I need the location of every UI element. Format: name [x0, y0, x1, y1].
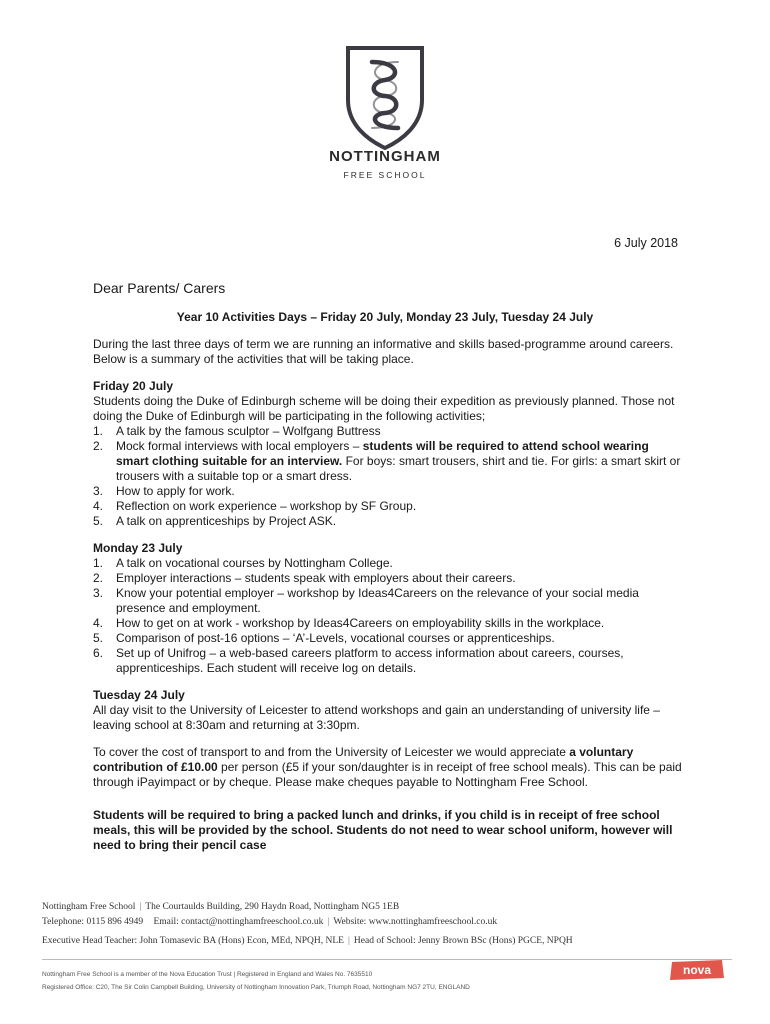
- footer-staff-line: Executive Head Teacher: John Tomasevic BA (Hons) Econ, MEd, NPQH, NLE | Head of School: Jenny Brown BSc (Hons) PGCE, NPQH: [42, 936, 573, 946]
- footer-website[interactable]: Website: www.nottinghamfreeschool.co.uk: [333, 917, 498, 927]
- footer-school-name: Nottingham Free School: [42, 902, 136, 912]
- list-number: 1.: [93, 556, 104, 570]
- list-item: [93, 499, 683, 514]
- list-number: 4.: [93, 616, 104, 630]
- tuesday-title: Tuesday 24 July: [93, 688, 185, 702]
- list-number: 3.: [93, 484, 104, 498]
- list-number: 5.: [93, 514, 104, 528]
- list-item-text: How to get on at work - workshop by Ideas4Careers on employability skills in the workplace.: [116, 616, 605, 630]
- list-item-text: A talk on vocational courses by Nottingham College.: [116, 556, 393, 570]
- friday-text: Students doing the Duke of Edinburgh scheme will be doing their expedition as previously planned. Those not doing the Duke of Edinburgh will be participating in the following activities;: [93, 394, 675, 423]
- letter-heading: Year 10 Activities Days – Friday 20 July, Monday 23 July, Tuesday 24 July: [176, 310, 594, 324]
- list-item-text: Comparison of post-16 options – ‘A’-Levels, vocational courses or apprenticeships.: [116, 631, 555, 645]
- list-item: [93, 616, 683, 631]
- intro-paragraph: During the last three days of term we are running an informative and skills based-programme around careers. Below is a summary of the activities that will be taking place.: [93, 337, 674, 366]
- list-item-text: Mock formal interviews with local employers –: [116, 439, 363, 453]
- letter-footer: [42, 900, 732, 994]
- monday-activities-list: [93, 556, 683, 676]
- cost-text: per person (£5 if your son/daughter is in receipt of free school meals). This can be paid through iPayimpact or by cheque. Please make cheques payable to Nottingham Free School.: [93, 760, 682, 789]
- list-item-text: For boys: smart trousers, shirt and tie. For girls: a smart skirt or trousers with a suitable top or a smart dress.: [116, 454, 681, 483]
- list-item-text: Reflection on work experience – workshop by SF Group.: [116, 499, 417, 513]
- list-item: [93, 556, 683, 571]
- list-item-text: A talk by the famous sculptor – Wolfgang Buttress: [116, 424, 381, 438]
- list-item-text: A talk on apprenticeships by Project ASK.: [116, 514, 337, 528]
- list-item-text: Employer interactions – students speak with employers about their careers.: [116, 571, 516, 585]
- footer-email[interactable]: Email: contact@nottinghamfreeschool.co.uk: [153, 917, 324, 927]
- list-item: [93, 514, 683, 529]
- letter-date: 6 July 2018: [614, 236, 678, 250]
- footer-registered-office: Registered Office: C20, The Sir Colin Campbell Building, University of Nottingham Innovation Park, Triumph Road, Nottingham NG7 2TU, ENGLAND: [42, 984, 470, 991]
- salutation: Dear Parents/ Carers: [93, 280, 226, 296]
- list-item: [93, 484, 683, 499]
- footer-head: Head of School: Jenny Brown BSc (Hons) PGCE, NPQH: [353, 936, 573, 946]
- letter-body: [93, 337, 683, 865]
- list-number: 2.: [93, 571, 104, 585]
- footer-trust-line: Nottingham Free School is a member of the Nova Education Trust | Registered in England and Wales No. 7635510: [42, 971, 373, 978]
- list-number: 2.: [93, 439, 104, 453]
- footer-divider: [42, 959, 732, 960]
- list-item-text: Know your potential employer – workshop by Ideas4Careers on the relevance of your social media presence and employment.: [116, 586, 639, 615]
- list-item: [93, 571, 683, 586]
- list-item: [93, 586, 683, 616]
- list-item: [93, 646, 683, 676]
- footer-exec-head: Executive Head Teacher: John Tomasevic BA (Hons) Econ, MEd, NPQH, NLE: [42, 936, 344, 946]
- closing-paragraph: Students will be required to bring a packed lunch and drinks, if you child is in receipt of free school meals, this will be provided by the school. Students do not need to wear school uniform, however will need to bring their pencil case: [93, 808, 673, 852]
- footer-address: The Courtaulds Building, 290 Haydn Road, Nottingham NG5 1EB: [145, 902, 400, 912]
- list-item: [93, 424, 683, 439]
- nova-logo: [666, 958, 728, 982]
- school-crest-logo: [330, 40, 440, 150]
- tuesday-text: All day visit to the University of Leicester to attend workshops and gain an understanding of university life – leaving school at 8:30am and returning at 3:30pm.: [93, 703, 660, 732]
- monday-title: Monday 23 July: [93, 541, 183, 555]
- footer-address-line: Nottingham Free School | The Courtaulds Building, 290 Haydn Road, Nottingham NG5 1EB: [42, 902, 400, 912]
- school-name: NOTTINGHAM: [329, 148, 441, 165]
- footer-contact-line: Telephone: 0115 896 4949 Email: contact@nottinghamfreeschool.co.uk | Website: www.nottinghamfreeschool.co.uk: [42, 917, 498, 927]
- friday-activities-list: [93, 424, 683, 529]
- list-item: [93, 439, 683, 484]
- list-number: 1.: [93, 424, 104, 438]
- nova-logo-text: nova: [682, 963, 712, 977]
- list-item-text: Set up of Unifrog – a web-based careers platform to access information about careers, courses, apprenticeships. Each student will receive log on details.: [116, 646, 624, 675]
- list-number: 4.: [93, 499, 104, 513]
- list-number: 5.: [93, 631, 104, 645]
- list-number: 3.: [93, 586, 104, 600]
- footer-telephone: Telephone: 0115 896 4949: [42, 917, 144, 927]
- list-number: 6.: [93, 646, 104, 660]
- list-item-emphasis: students will be required to attend school wearing smart clothing suitable for an interview.: [116, 439, 649, 468]
- cost-emphasis: a voluntary contribution of £10.00: [93, 745, 634, 774]
- cost-paragraph: [93, 745, 683, 790]
- cost-text: To cover the cost of transport to and from the University of Leicester we would appreciate: [93, 745, 570, 759]
- friday-title: Friday 20 July: [93, 379, 174, 393]
- school-subtitle: FREE SCHOOL: [343, 170, 427, 180]
- list-item-text: How to apply for work.: [116, 484, 235, 498]
- list-item: [93, 631, 683, 646]
